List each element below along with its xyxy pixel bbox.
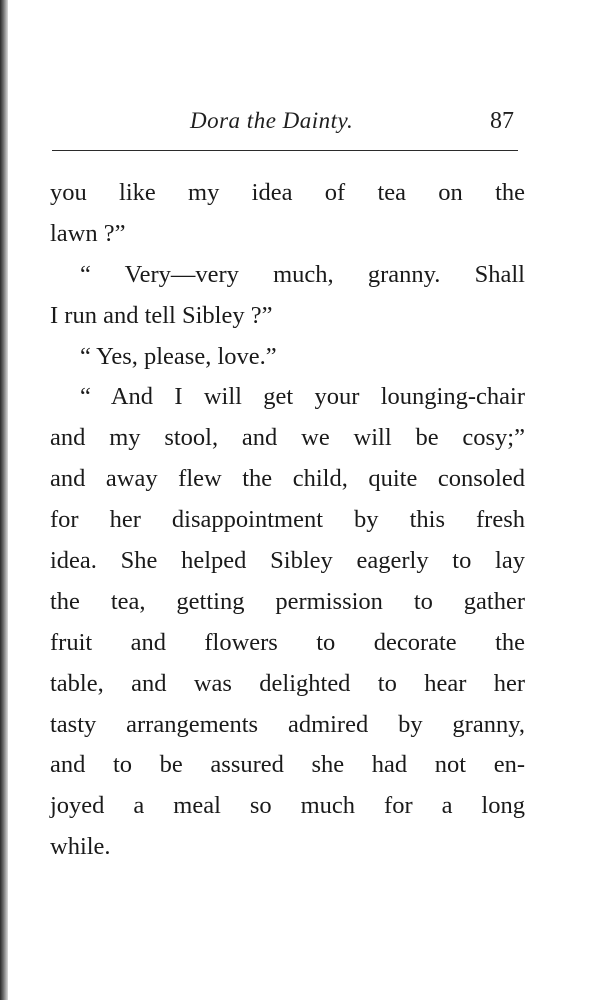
text-line: table, and was delighted to hear her xyxy=(50,669,525,697)
text-line: “ Very—very much, granny. Shall xyxy=(80,260,525,288)
text-line: and away flew the child, quite consoled xyxy=(50,465,525,493)
text-line: while. xyxy=(50,833,111,861)
running-title: Dora the Dainty. xyxy=(190,108,354,133)
text-line: “ And I will get your lounging-chair xyxy=(80,383,525,411)
text-line: you like my idea of tea on the xyxy=(50,179,525,206)
text-line: and to be assured she had not en- xyxy=(50,751,525,779)
text-line: tasty arrangements admired by granny, xyxy=(50,710,525,738)
body-text xyxy=(50,173,525,868)
page-spine-shadow xyxy=(0,0,8,1000)
page-header xyxy=(52,104,518,144)
text-line: “ Yes, please, love.” xyxy=(80,342,277,370)
text-line: the tea, getting permission to gather xyxy=(50,587,525,615)
text-line: idea. She helped Sibley eagerly to lay xyxy=(50,547,525,575)
text-line: lawn ?” xyxy=(50,219,126,247)
text-line: and my stool, and we will be cosy;” xyxy=(50,424,525,452)
text-line: fruit and flowers to decorate the xyxy=(50,628,525,656)
page-number: 87 xyxy=(490,108,514,134)
text-line: I run and tell Sibley ?” xyxy=(50,301,273,329)
header-rule xyxy=(52,150,518,151)
text-line: for her disappointment by this fresh xyxy=(50,506,525,534)
text-line: joyed a meal so much for a long xyxy=(50,792,525,820)
